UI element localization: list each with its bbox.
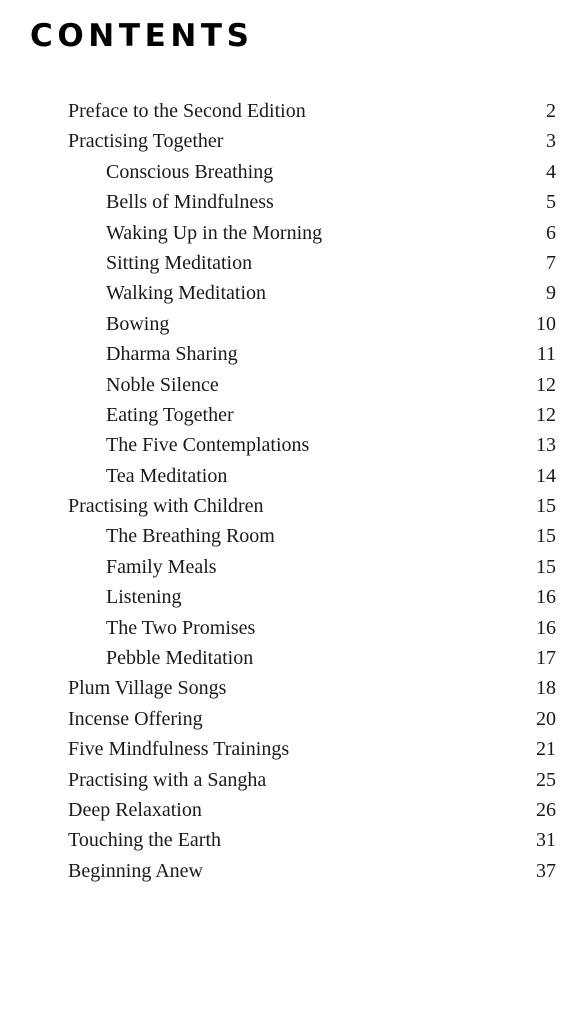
toc-entry[interactable] bbox=[68, 552, 556, 582]
toc-entry-page-number: 16 bbox=[536, 616, 556, 639]
table-of-contents bbox=[68, 96, 556, 886]
toc-entry-title: Incense Offering bbox=[68, 707, 203, 730]
toc-entry[interactable] bbox=[68, 430, 556, 460]
toc-entry-title: Bowing bbox=[106, 312, 170, 335]
toc-entry-page-number: 14 bbox=[536, 464, 556, 487]
toc-entry[interactable] bbox=[68, 765, 556, 795]
toc-entry-page-number: 15 bbox=[536, 525, 556, 548]
toc-entry-title: Dharma Sharing bbox=[106, 343, 238, 366]
toc-entry-title: Plum Village Songs bbox=[68, 677, 227, 700]
toc-entry-page-number: 20 bbox=[536, 707, 556, 730]
toc-entry[interactable] bbox=[68, 278, 556, 308]
toc-entry-title: Preface to the Second Edition bbox=[68, 100, 306, 122]
toc-entry-page-number: 18 bbox=[536, 677, 556, 700]
toc-entry-title: Bells of Mindfulness bbox=[106, 191, 274, 214]
toc-entry[interactable] bbox=[68, 491, 556, 521]
toc-entry-title: Practising Together bbox=[68, 130, 224, 153]
toc-entry-page-number: 13 bbox=[536, 434, 556, 457]
toc-entry-title: The Breathing Room bbox=[106, 525, 275, 548]
toc-entry-title: Practising with Children bbox=[68, 495, 264, 518]
toc-entry[interactable] bbox=[68, 218, 556, 248]
toc-entry-page-number: 15 bbox=[536, 555, 556, 578]
toc-entry-page-number: 3 bbox=[546, 130, 556, 153]
toc-entry-page-number: 11 bbox=[536, 343, 556, 366]
toc-entry-title: Five Mindfulness Trainings bbox=[68, 738, 290, 761]
toc-entry[interactable] bbox=[68, 248, 556, 278]
toc-entry-title: Noble Silence bbox=[106, 373, 219, 396]
toc-entry-title: Conscious Breathing bbox=[106, 160, 274, 183]
page-title: CONTENTS bbox=[30, 18, 254, 54]
toc-entry[interactable] bbox=[68, 521, 556, 551]
toc-entry[interactable] bbox=[68, 126, 556, 156]
toc-entry-title: Family Meals bbox=[106, 555, 217, 578]
toc-entry-page-number: 26 bbox=[536, 798, 556, 821]
toc-entry[interactable] bbox=[68, 704, 556, 734]
toc-entry-page-number: 5 bbox=[546, 191, 556, 214]
toc-entry-page-number: 4 bbox=[546, 160, 556, 183]
toc-entry[interactable] bbox=[68, 673, 556, 703]
toc-entry-title: Eating Together bbox=[106, 403, 234, 426]
toc-entry-page-number: 25 bbox=[536, 768, 556, 791]
toc-entry[interactable] bbox=[68, 856, 556, 886]
toc-entry[interactable] bbox=[68, 309, 556, 339]
toc-entry-title: Listening bbox=[106, 586, 182, 609]
toc-entry-page-number: 31 bbox=[536, 829, 556, 852]
toc-entry-page-number: 21 bbox=[536, 738, 556, 761]
toc-entry-page-number: 12 bbox=[536, 403, 556, 426]
toc-entry[interactable] bbox=[68, 157, 556, 187]
toc-entry[interactable] bbox=[68, 795, 556, 825]
toc-entry[interactable] bbox=[68, 370, 556, 400]
toc-entry-page-number: 37 bbox=[536, 859, 556, 882]
toc-entry[interactable] bbox=[68, 643, 556, 673]
toc-entry[interactable] bbox=[68, 734, 556, 764]
toc-entry-title: Touching the Earth bbox=[68, 829, 221, 852]
toc-entry-page-number: 9 bbox=[546, 282, 556, 305]
toc-entry-title: Walking Meditation bbox=[106, 282, 267, 305]
toc-entry[interactable] bbox=[68, 825, 556, 855]
toc-entry[interactable] bbox=[68, 96, 556, 126]
toc-entry-page-number: 7 bbox=[546, 251, 556, 274]
toc-entry-title: Practising with a Sangha bbox=[68, 768, 267, 791]
toc-entry[interactable] bbox=[68, 187, 556, 217]
toc-entry-title: Tea Meditation bbox=[106, 464, 228, 487]
toc-entry-page-number: 15 bbox=[536, 495, 556, 518]
toc-entry[interactable] bbox=[68, 339, 556, 369]
toc-entry-page-number: 16 bbox=[536, 586, 556, 609]
toc-entry[interactable] bbox=[68, 613, 556, 643]
toc-entry-title: Sitting Meditation bbox=[106, 251, 253, 274]
toc-entry-page-number: 17 bbox=[536, 647, 556, 670]
toc-entry-title: Waking Up in the Morning bbox=[106, 221, 323, 244]
toc-entry-title: Deep Relaxation bbox=[68, 798, 202, 821]
toc-entry-title: The Five Contemplations bbox=[106, 434, 310, 457]
toc-entry-page-number: 2 bbox=[546, 100, 556, 122]
toc-entry[interactable] bbox=[68, 461, 556, 491]
toc-entry[interactable] bbox=[68, 400, 556, 430]
toc-entry-title: Beginning Anew bbox=[68, 859, 203, 882]
toc-entry-title: The Two Promises bbox=[106, 616, 256, 639]
toc-entry-page-number: 6 bbox=[546, 221, 556, 244]
toc-entry-page-number: 12 bbox=[536, 373, 556, 396]
toc-entry-title: Pebble Meditation bbox=[106, 647, 254, 670]
toc-entry[interactable] bbox=[68, 582, 556, 612]
toc-entry-page-number: 10 bbox=[536, 312, 556, 335]
